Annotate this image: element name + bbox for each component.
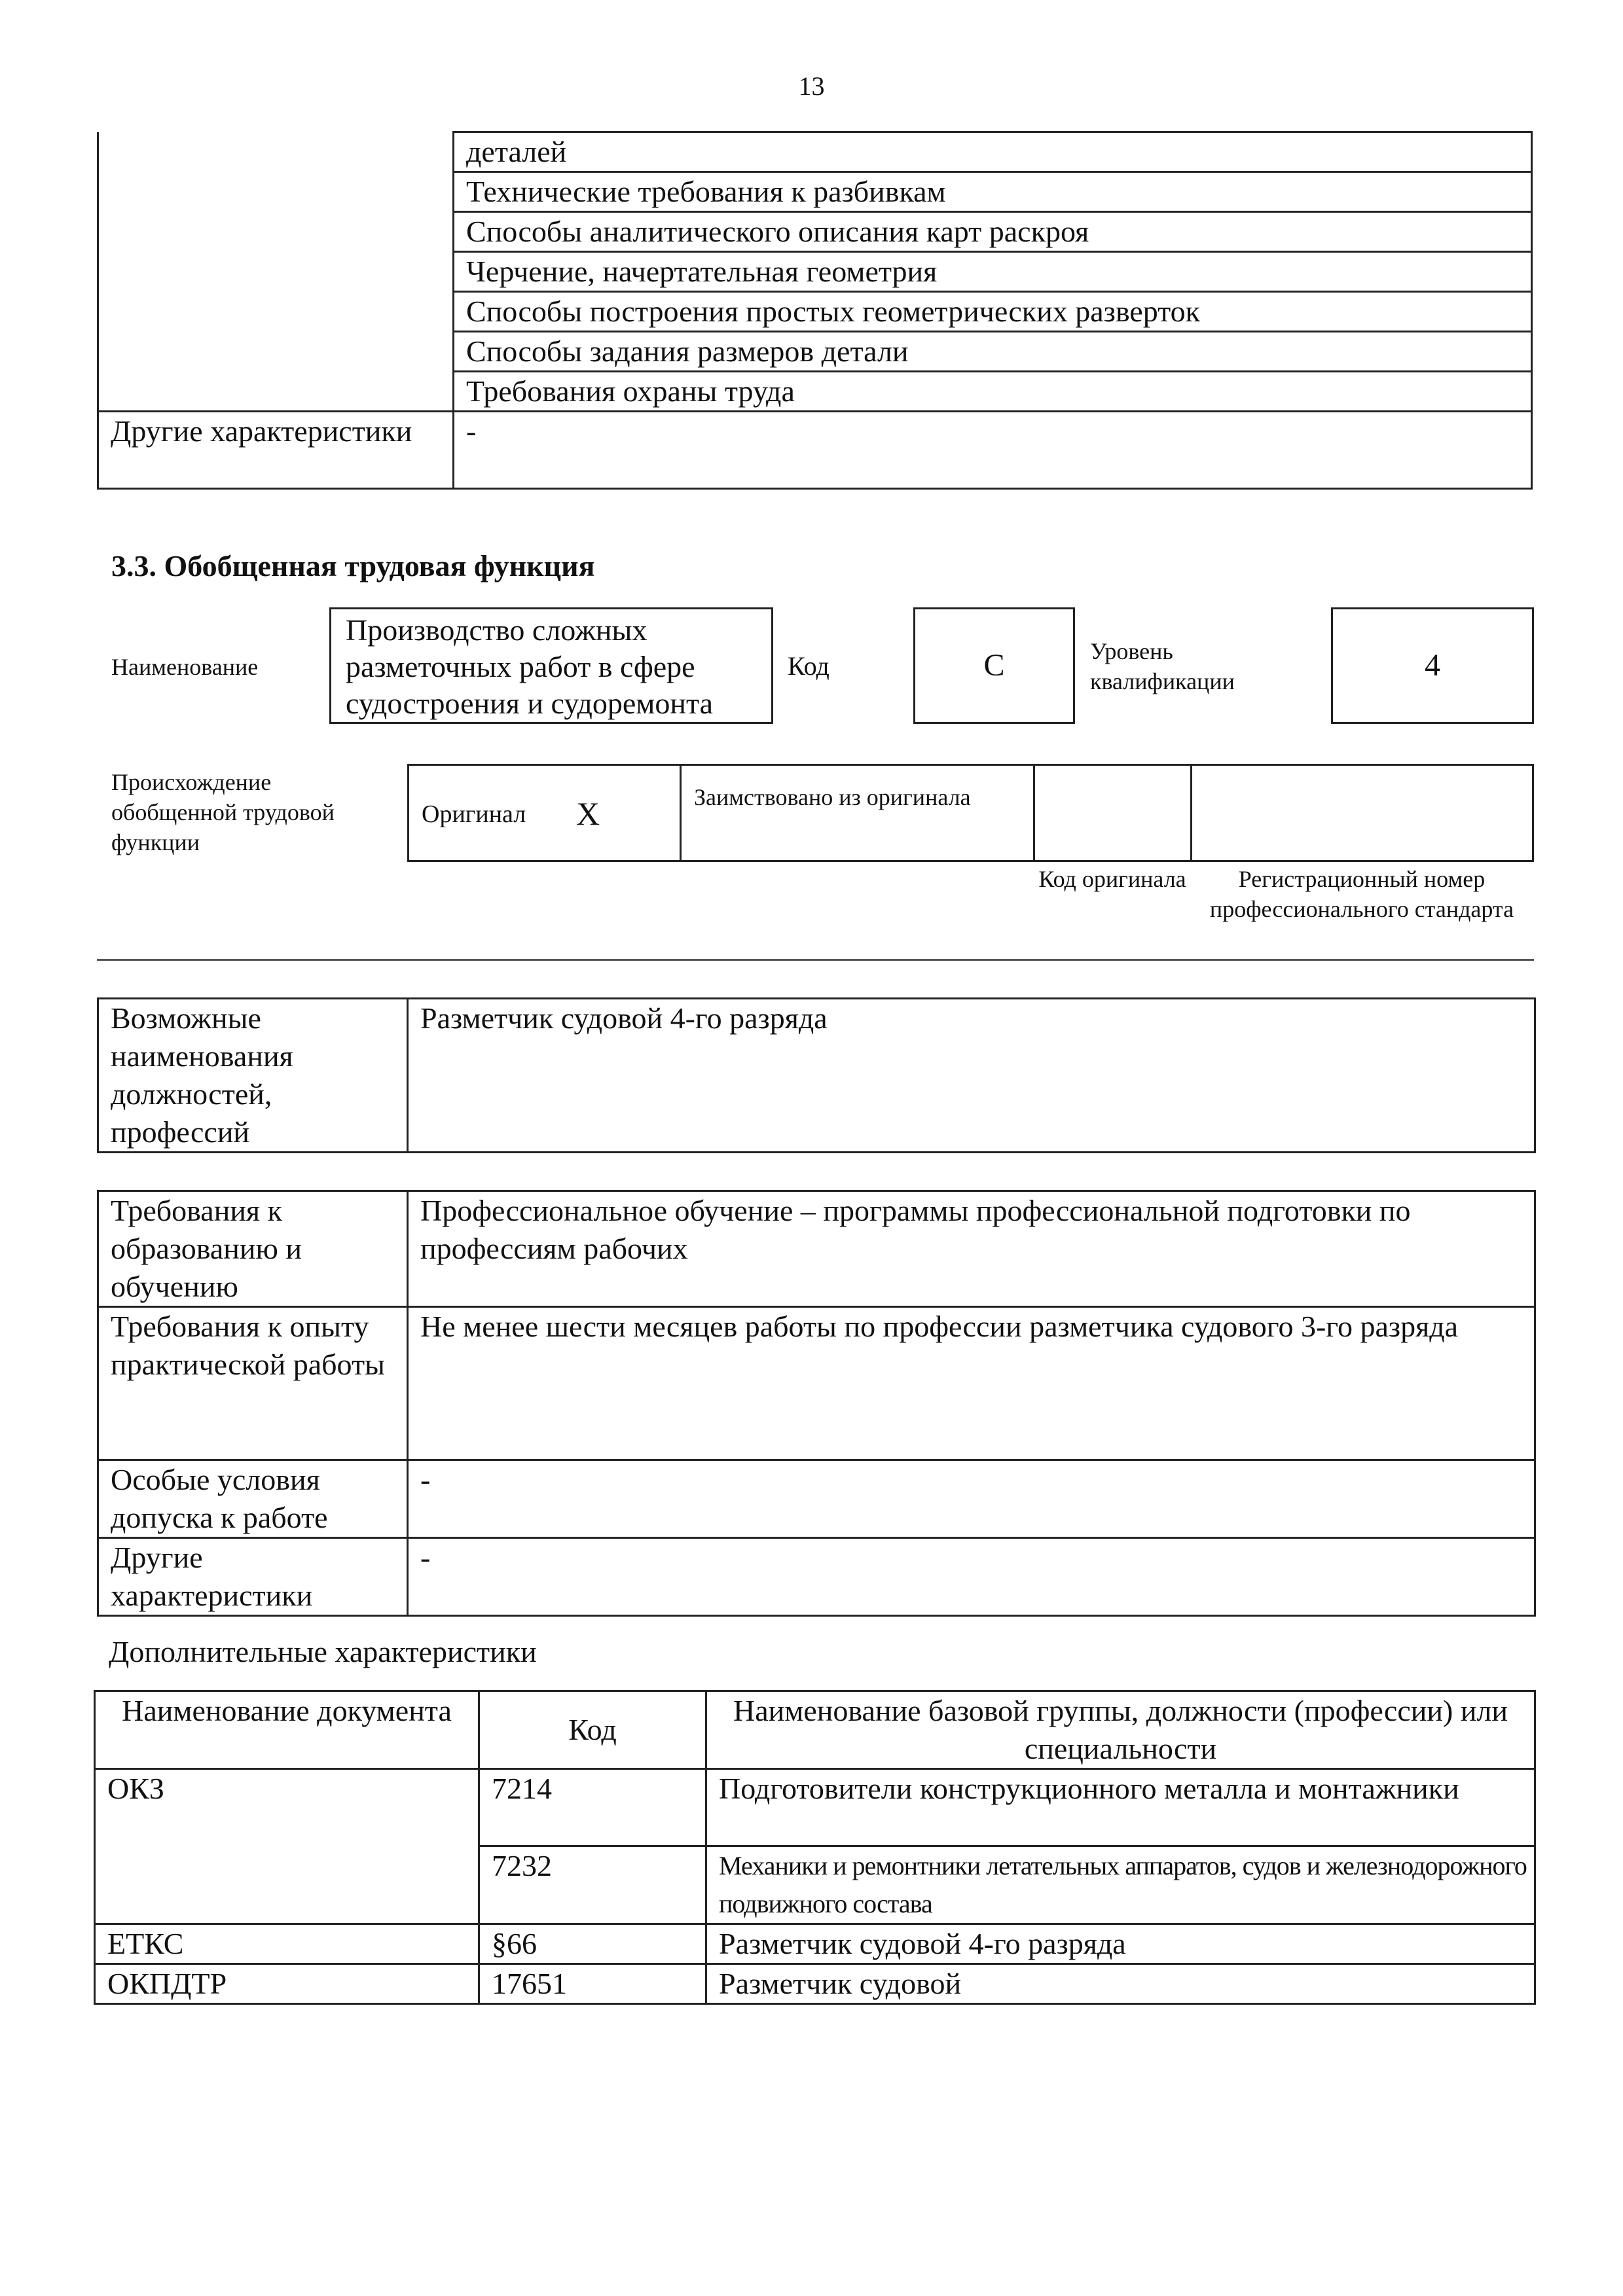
- code-cell: 17651: [479, 1964, 706, 2004]
- knowledge-item: Черчение, начертательная геометрия: [454, 252, 1532, 292]
- requirement-label: Требования к образованию и обучению: [98, 1191, 408, 1307]
- other-characteristics-label: Другие характеристики: [98, 412, 454, 489]
- requirement-value: -: [408, 1538, 1535, 1616]
- borrowed-label: Заимствовано из оригинала: [694, 784, 971, 810]
- knowledge-item: Способы аналитического описания карт раскроя: [454, 212, 1532, 252]
- positions-label: Возможные наименования должностей, профессий: [98, 999, 408, 1153]
- level-label: Уровень квалификации: [1090, 638, 1235, 694]
- doc-cell: ОКПДТР: [95, 1964, 479, 2004]
- origin-label: Происхождение обобщенной трудовой функции: [111, 769, 335, 855]
- level-value: 4: [1425, 648, 1440, 683]
- other-characteristics-value: -: [454, 412, 1532, 489]
- name-cell: Подготовители конструкционного металла и монтажники: [706, 1769, 1535, 1846]
- positions-value: Разметчик судовой 4-го разряда: [408, 999, 1535, 1153]
- header-document: Наименование документа: [95, 1691, 479, 1769]
- page-number: 13: [798, 71, 825, 101]
- requirement-value: Профессиональное обучение – программы профессиональной подготовки по профессиям рабочих: [408, 1191, 1535, 1307]
- knowledge-item: Способы построения простых геометрических разверток: [454, 292, 1532, 332]
- positions-table: [97, 997, 1536, 1153]
- doc-cell: ОКЗ: [95, 1769, 479, 1924]
- knowledge-item: Требования охраны труда: [454, 372, 1532, 412]
- level-value-box: [1331, 607, 1534, 724]
- header-name: Наименование базовой группы, должности (профессии) или специальности: [706, 1691, 1535, 1769]
- name-value: Производство сложных разметочных работ в сфере судостроения и судоремонта: [346, 613, 714, 720]
- code-value: C: [983, 648, 1005, 683]
- requirement-value: -: [408, 1460, 1535, 1538]
- requirements-table: [97, 1190, 1536, 1617]
- code-cell: §66: [479, 1924, 706, 1964]
- name-cell: Разметчик судовой 4-го разряда: [706, 1924, 1535, 1964]
- original-label: Оригинал: [422, 800, 526, 828]
- name-label: Наименование: [111, 654, 259, 680]
- original-mark: X: [576, 795, 600, 832]
- additional-table: [94, 1690, 1536, 2005]
- header-code: Код: [479, 1691, 706, 1769]
- name-cell: Механики и ремонтники летательных аппаратов, судов и железнодорожного подвижного состава: [706, 1846, 1535, 1924]
- requirement-label: Особые условия допуска к работе: [98, 1460, 408, 1538]
- empty-label-cell: [98, 132, 454, 412]
- knowledge-item: деталей: [454, 132, 1532, 172]
- code-cell: 7214: [479, 1769, 706, 1846]
- knowledge-item: Технические требования к разбивкам: [454, 172, 1532, 212]
- name-cell: Разметчик судовой: [706, 1964, 1535, 2004]
- additional-title: Дополнительные характеристики: [109, 1635, 537, 1668]
- code-cell: 7232: [479, 1846, 706, 1924]
- doc-cell: ЕТКС: [95, 1924, 479, 1964]
- code-label: Код: [788, 651, 830, 681]
- requirement-value: Не менее шести месяцев работы по профессии разметчика судового 3-го разряда: [408, 1307, 1535, 1460]
- original-code-caption: Код оригинала: [1038, 866, 1186, 892]
- knowledge-item: Способы задания размеров детали: [454, 332, 1532, 372]
- registration-number-caption: Регистрационный номер профессионального стандарта: [1209, 866, 1514, 922]
- code-value-box: [913, 607, 1075, 724]
- name-value-box: [329, 607, 773, 724]
- knowledge-table: [97, 131, 1533, 490]
- requirement-label: Требования к опыту практической работы: [98, 1307, 408, 1460]
- section-title: 3.3. Обобщенная трудовая функция: [111, 549, 595, 583]
- requirement-label: Другие характеристики: [98, 1538, 408, 1616]
